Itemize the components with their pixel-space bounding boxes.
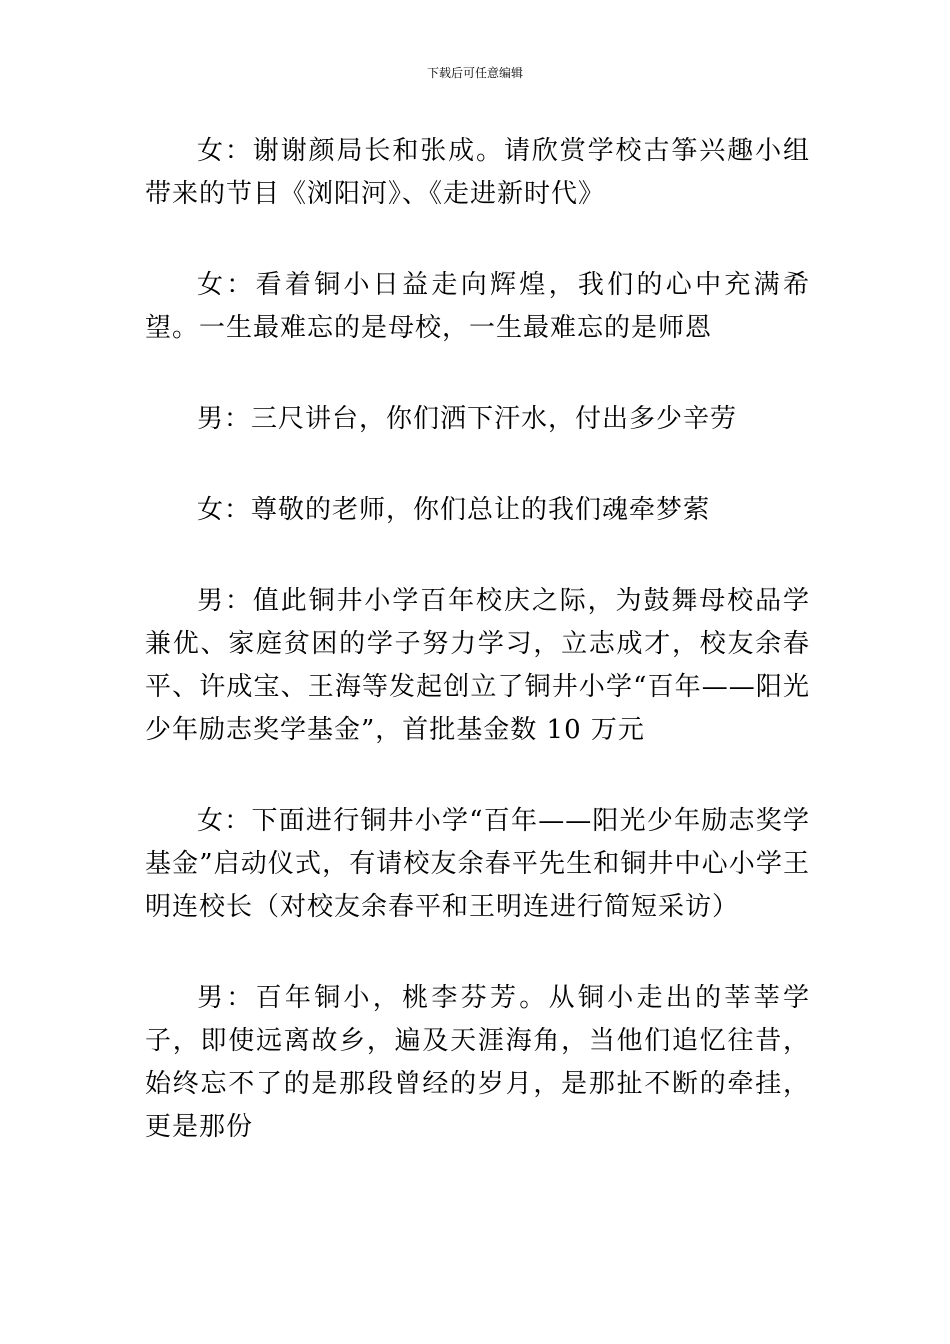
paragraph: 男：三尺讲台，你们洒下汗水，付出多少辛劳: [197, 404, 738, 434]
paragraph: 男：值此铜井小学百年校庆之际，为鼓舞母校品学兼优、家庭贫困的学子努力学习，立志成才，校友余春平、许成宝、王海等发起创立了铜井小学“百年——阳光少年励志奖学基金”，首批基金数 10 万元: [145, 586, 810, 745]
page-header: 下载后可任意编辑: [426, 66, 523, 80]
paragraph: 女：谢谢颜局长和张成。请欣赏学校古筝兴趣小组带来的节目《浏阳河》、《走进新时代》: [145, 136, 810, 209]
paragraph: 女：下面进行铜井小学“百年——阳光少年励志奖学基金”启动仪式，有请校友余春平先生和铜井中心小学王明连校长（对校友余春平和王明连进行简短采访）: [145, 806, 810, 922]
paragraph: 女：看着铜小日益走向辉煌，我们的心中充满希望。一生最难忘的是母校，一生最难忘的是师恩: [145, 270, 810, 343]
paragraph: 男：百年铜小，桃李芬芳。从铜小走出的莘莘学子，即使远离故乡，遍及天涯海角，当他们追忆往昔，始终忘不了的是那段曾经的岁月，是那扯不断的牵挂，更是那份: [145, 983, 810, 1142]
document-body: [145, 130, 810, 1197]
paragraph: 女：尊敬的老师，你们总让的我们魂牵梦萦: [197, 495, 711, 525]
